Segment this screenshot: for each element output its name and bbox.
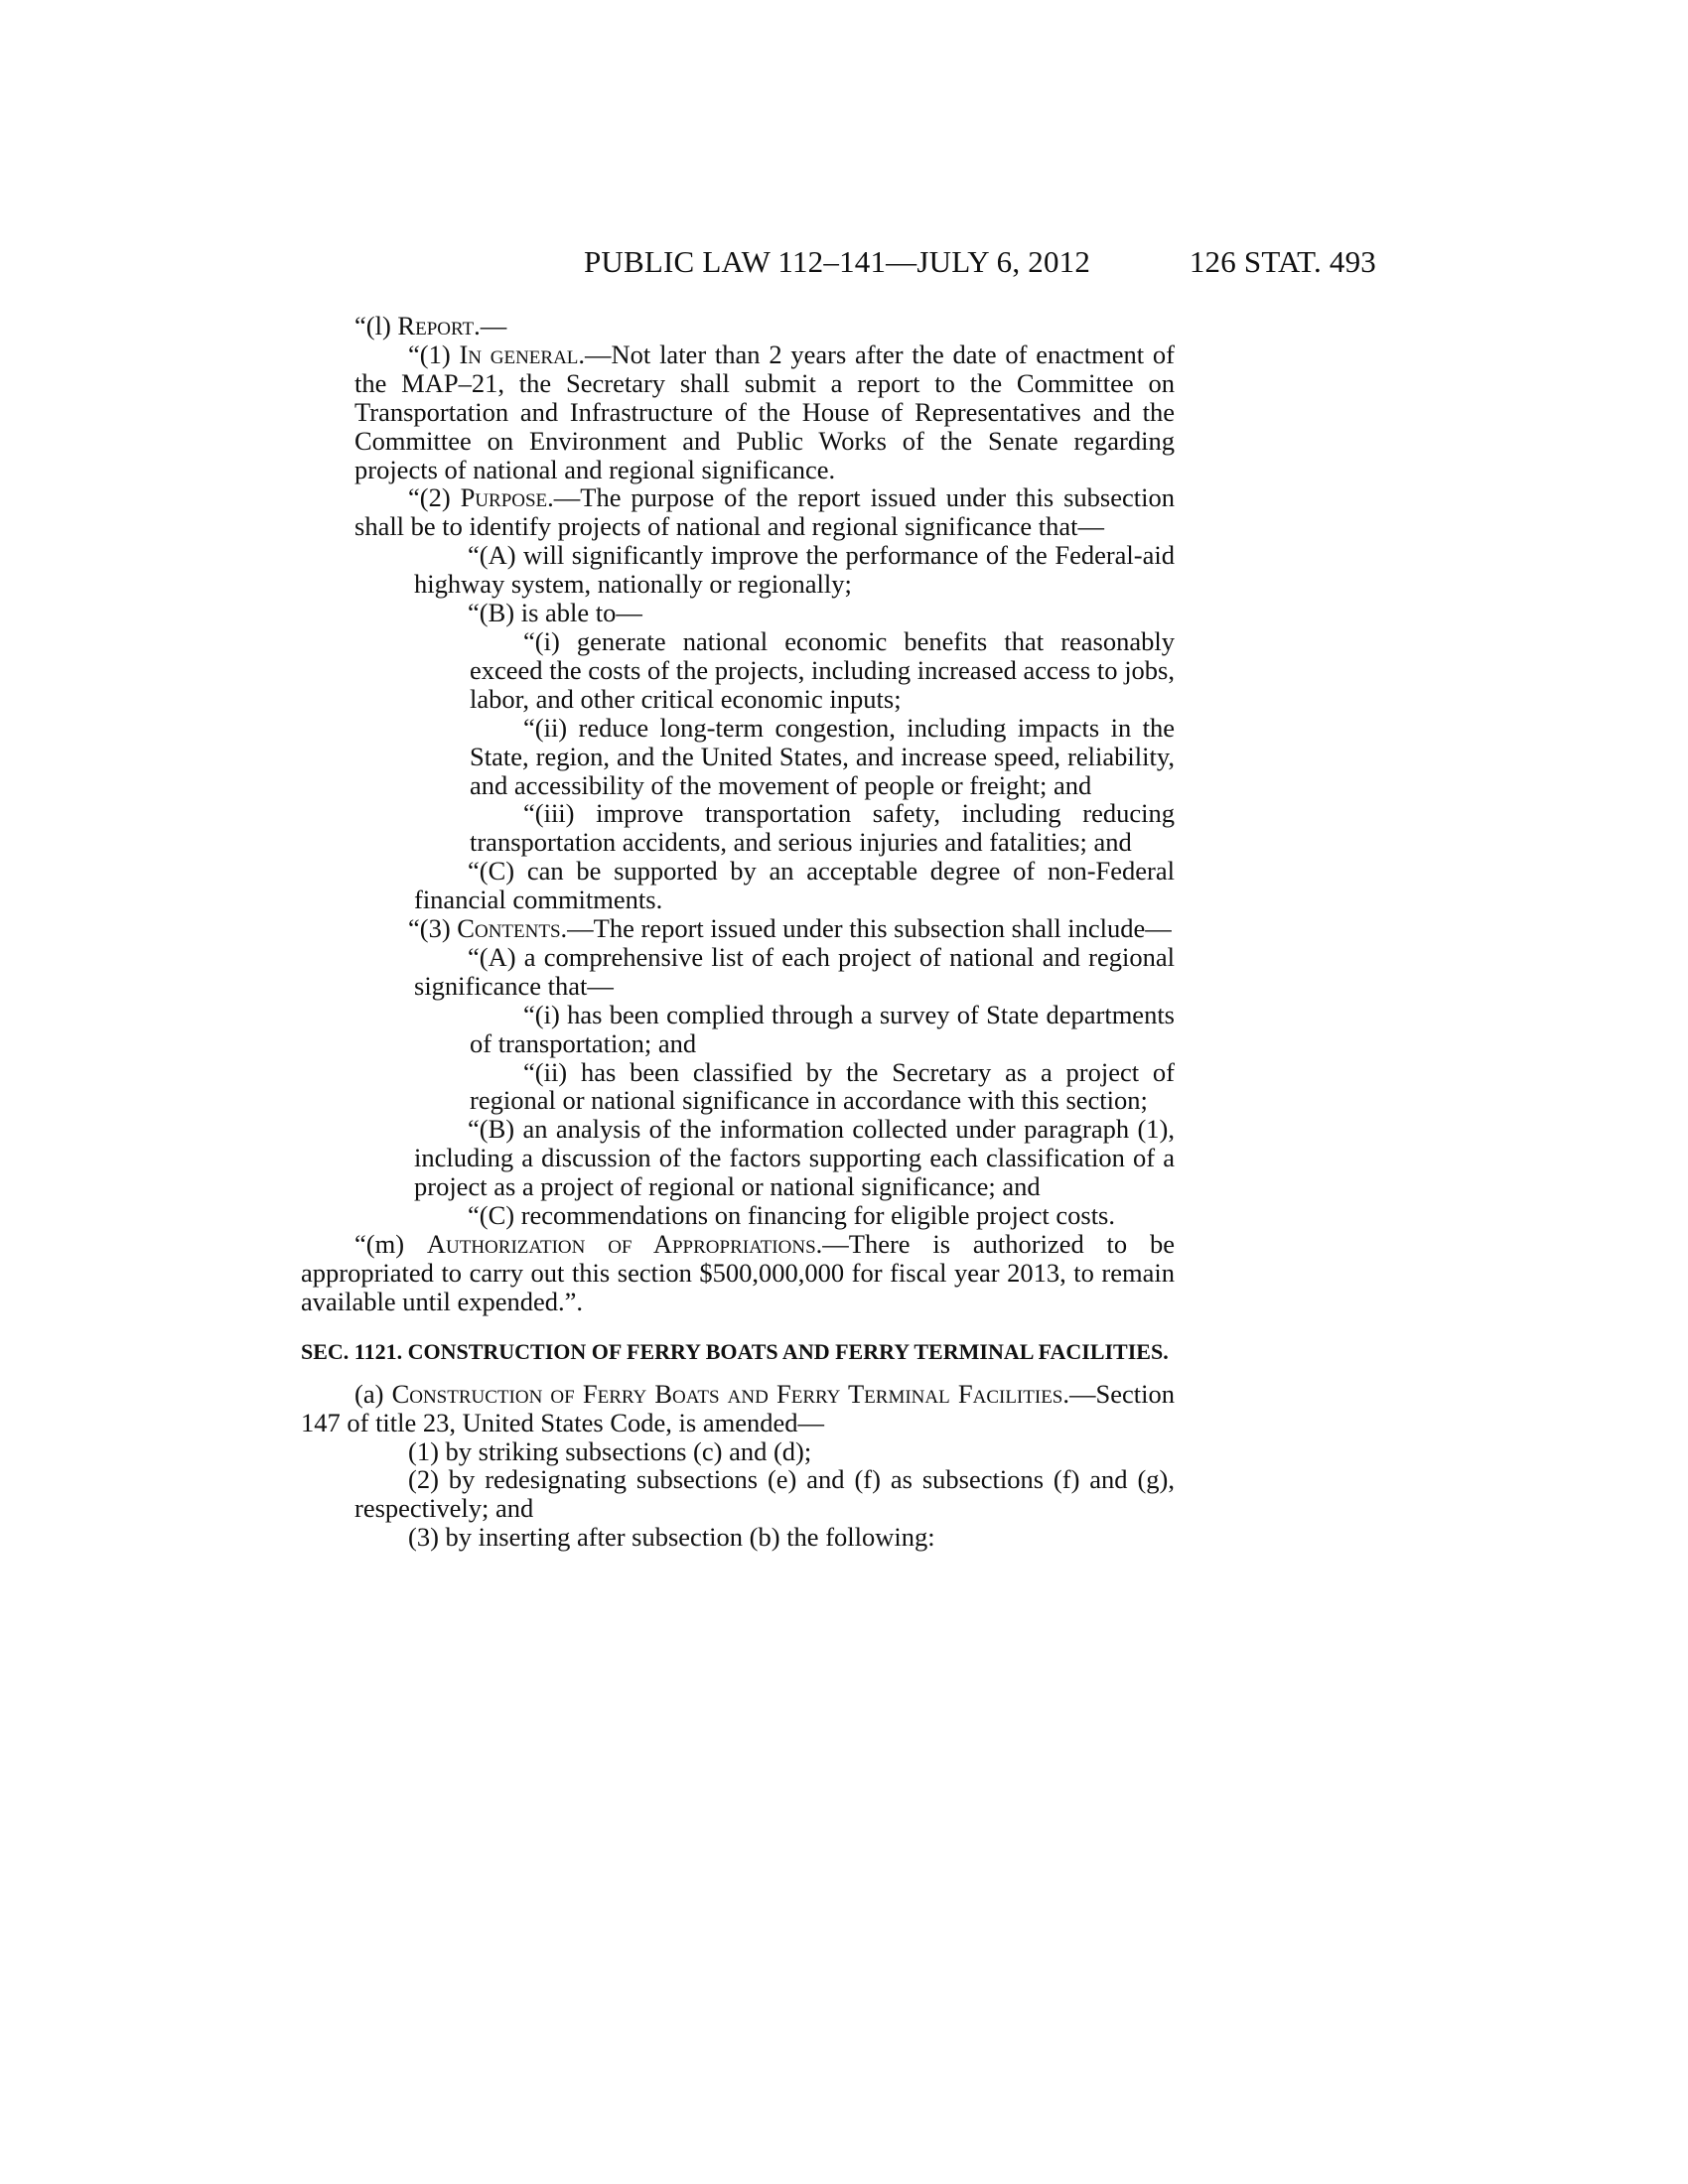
amendment-3: (3) by inserting after subsection (b) the following: <box>408 1522 935 1553</box>
clause-2c: “(C) can be supported by an acceptable degree of non-Federal financial commitments. <box>414 856 1175 915</box>
public-law-citation: PUBLIC LAW 112–141—JULY 6, 2012 <box>583 244 1091 279</box>
statute-page-number: 126 STAT. 493 <box>1189 244 1376 279</box>
document-body <box>301 312 1175 1552</box>
paragraph-1-in-general: “(1) In general.—Not later than 2 years after the date of enactment of the MAP–21, the Secretary shall submit a report to the Committee on Transportation and Infrastructure of the House of Representatives and the Committee on Environment and Public Works of the Senate regarding projects of national and regional significance. <box>354 339 1175 484</box>
clause-3a-i: “(i) has been complied through a survey of State departments of transportation; and <box>470 999 1175 1058</box>
clause-3c: “(C) recommendations on financing for eligible project costs. <box>468 1200 1115 1231</box>
amendment-1: (1) by striking subsections (c) and (d); <box>408 1435 812 1466</box>
clause-2a: “(A) will significantly improve the performance of the Federal-aid highway system, nationally or regionally; <box>414 540 1175 600</box>
clause-3a: “(A) a comprehensive list of each project of national and regional significance that— <box>414 941 1175 1001</box>
paragraph-3-contents: “(3) Contents.—The report issued under this subsection shall include— <box>408 913 1172 944</box>
amendment-2: (2) by redesignating subsections (e) and (f) as subsections (f) and (g), respectively; and <box>354 1464 1175 1524</box>
paragraph-2-purpose: “(2) Purpose.—The purpose of the report issued under this subsection shall be to identify projects of national and regional significance that— <box>354 482 1175 542</box>
section-1121-heading: SEC. 1121. CONSTRUCTION OF FERRY BOATS AND FERRY TERMINAL FACILITIES. <box>301 1338 1169 1364</box>
clause-2b-ii: “(ii) reduce long-term congestion, including impacts in the State, region, and the United States, and increase speed, reliability, and accessibility of the movement of people or freight; and <box>470 712 1175 800</box>
subsection-m-authorization: “(m) Authorization of Appropriations.—There is authorized to be appropriated to carry out this section $500,000,000 for fiscal year 2013, to remain available until expended.”. <box>301 1229 1175 1316</box>
clause-3b: “(B) an analysis of the information collected under paragraph (1), including a discussion of the factors supporting each classification of a project as a project of regional or national significance; and <box>414 1114 1175 1202</box>
subsection-l-heading: “(l) Report.— <box>354 311 507 341</box>
clause-2b-i: “(i) generate national economic benefits that reasonably exceed the costs of the projects, including increased access to jobs, labor, and other critical economic inputs; <box>470 625 1175 714</box>
section-1121-a: (a) Construction of Ferry Boats and Ferry Terminal Facilities.—Section 147 of title 23, United States Code, is amended— <box>301 1378 1175 1437</box>
clause-2b-iii: “(iii) improve transportation safety, including reducing transportation accidents, and serious injuries and fatalities; and <box>470 798 1175 858</box>
clause-2b: “(B) is able to— <box>468 598 642 628</box>
running-header <box>298 244 1376 294</box>
clause-3a-ii: “(ii) has been classified by the Secretary as a project of regional or national significance in accordance with this section; <box>470 1056 1175 1116</box>
